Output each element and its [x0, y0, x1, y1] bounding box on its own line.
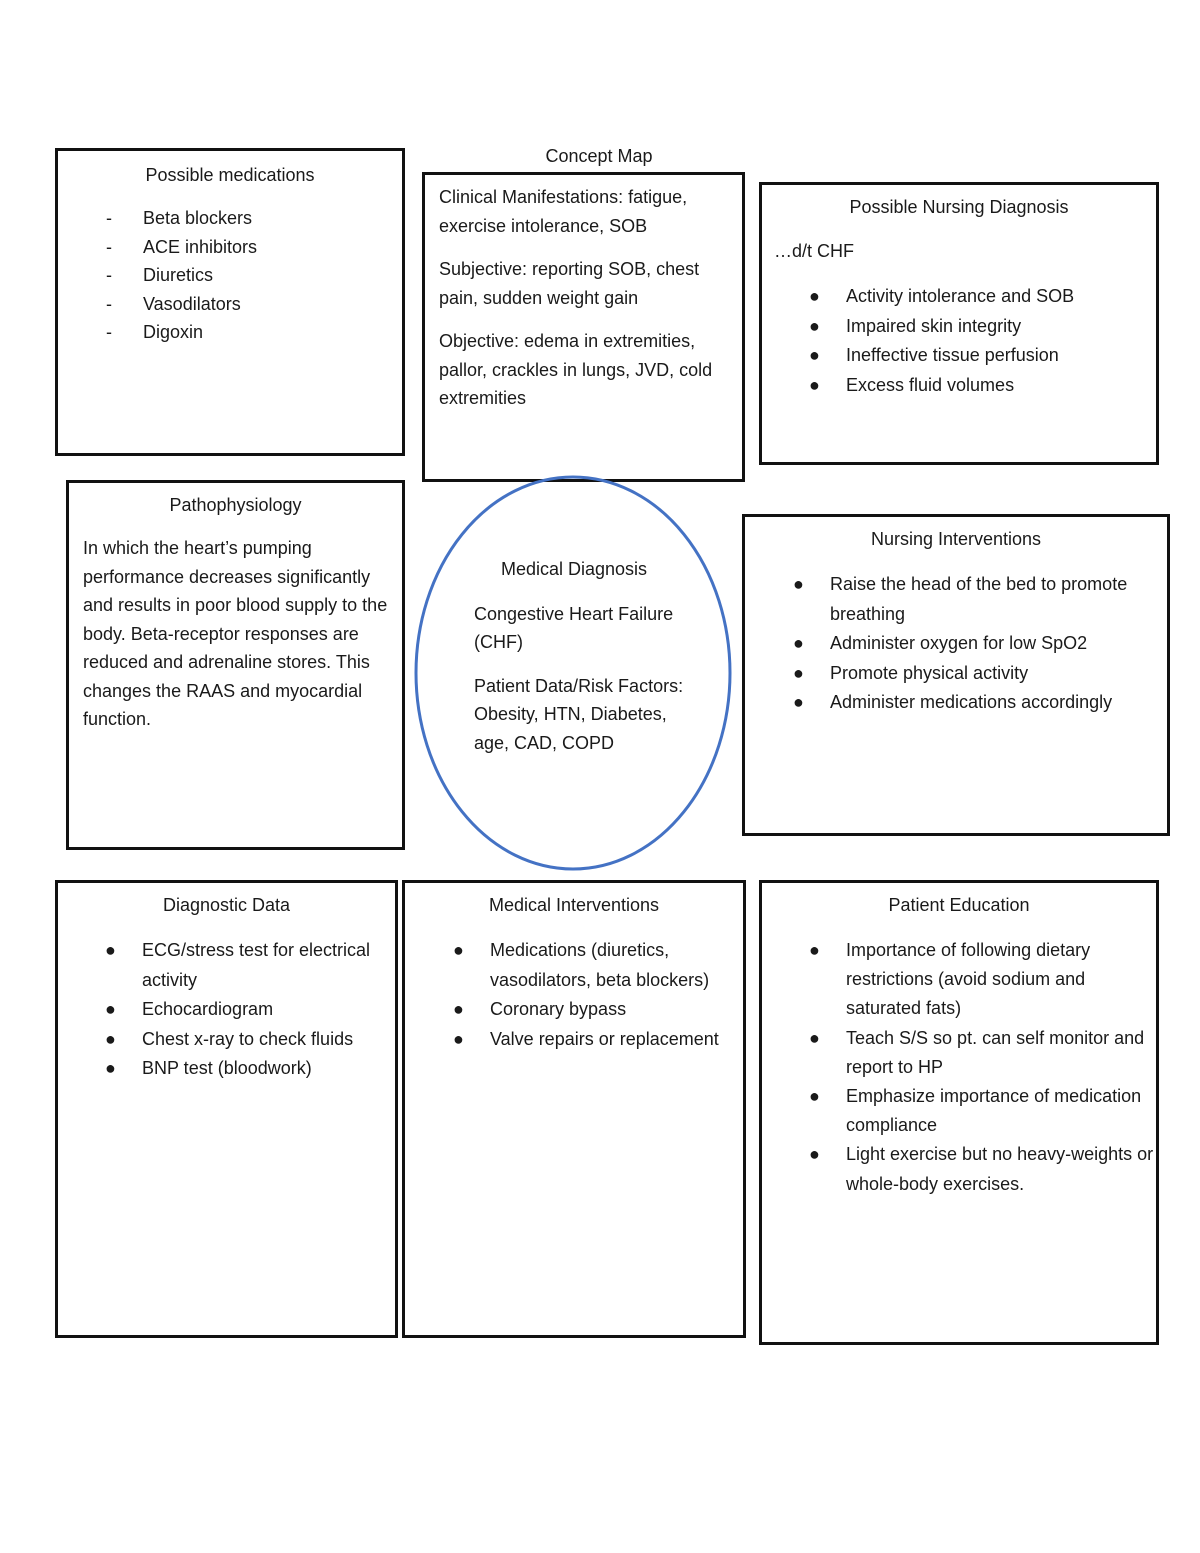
dash-bullet-icon: -	[106, 208, 112, 228]
nursing-diagnosis-box	[759, 182, 1159, 465]
medical-interventions-title: Medical Interventions	[488, 895, 660, 915]
list-item: - Vasodilators	[143, 290, 402, 319]
subjective-text: Subjective: reporting SOB, chest pain, sudden weight gain	[439, 259, 700, 308]
medical-diagnosis-ellipse	[412, 475, 737, 875]
bullet-icon: ●	[809, 940, 820, 960]
nursing-interventions-box	[742, 514, 1170, 836]
list-item: ● Excess fluid volumes	[846, 371, 1156, 401]
list-item: ● Importance of following dietary restrictions (avoid sodium and saturated fats)	[846, 936, 1156, 1024]
dash-bullet-icon: -	[106, 236, 112, 257]
list-item: ● Ineffective tissue perfusion	[846, 341, 1156, 371]
bullet-icon: ●	[105, 940, 116, 960]
list-item: ● Emphasize importance of medication compliance	[846, 1082, 1156, 1140]
list-item: ● Echocardiogram	[142, 995, 395, 1025]
bullet-icon: ●	[105, 999, 116, 1019]
bullet-icon: ●	[809, 374, 820, 395]
bullet-icon: ●	[105, 1028, 116, 1049]
bullet-icon: ●	[793, 574, 804, 594]
bullet-icon: ●	[105, 1058, 116, 1078]
list-item: - Diuretics	[143, 261, 402, 290]
bullet-icon: ●	[793, 692, 804, 712]
list-item: ● Administer medications accordingly	[830, 688, 1167, 718]
objective-text: Objective: edema in extremities, pallor, crackles in lungs, JVD, cold extremities	[439, 331, 713, 408]
diagnostic-data-list	[105, 936, 395, 1084]
medications-box	[55, 148, 405, 456]
bullet-icon: ●	[809, 1027, 820, 1048]
patient-education-list	[809, 936, 1156, 1199]
nursing-interventions-list	[793, 570, 1167, 718]
patient-education-title: Patient Education	[888, 895, 1030, 915]
list-item: ● Raise the head of the bed to promote breathing	[830, 570, 1167, 629]
list-item: ● Chest x-ray to check fluids	[142, 1025, 395, 1055]
medications-title: Possible medications	[145, 165, 315, 185]
bullet-icon: ●	[809, 1086, 820, 1107]
dash-bullet-icon: -	[106, 293, 112, 314]
list-item: ● Valve repairs or replacement	[490, 1025, 743, 1055]
risk-factors-text: Patient Data/Risk Factors: Obesity, HTN, Diabetes, age, CAD, COPD	[474, 675, 684, 753]
medical-interventions-box	[402, 880, 746, 1338]
clinical-manifestations-text: Clinical Manifestations: fatigue, exercise intolerance, SOB	[439, 187, 688, 236]
pathophysiology-title: Pathophysiology	[169, 495, 302, 515]
pathophysiology-text: In which the heart’s pumping performance decreases significantly and results in poor blood supply to the body. Beta-receptor responses are reduced and adrenaline stores. This changes the RAAS and myocardial function.	[83, 538, 388, 729]
list-item: ● Activity intolerance and SOB	[846, 282, 1156, 312]
bullet-icon: ●	[793, 633, 804, 653]
list-item: ● Impaired skin integrity	[846, 312, 1156, 342]
medical-diagnosis-text: Congestive Heart Failure (CHF)	[474, 603, 674, 652]
list-item: ● Light exercise but no heavy-weights or whole-body exercises.	[846, 1140, 1156, 1198]
bullet-icon: ●	[809, 1144, 820, 1165]
list-item: ● BNP test (bloodwork)	[142, 1054, 395, 1084]
diagnostic-data-title: Diagnostic Data	[162, 895, 291, 915]
page-title: Concept Map	[545, 146, 653, 166]
medical-diagnosis-title: Medical Diagnosis	[500, 559, 648, 579]
bullet-icon: ●	[809, 345, 820, 365]
list-item: ● ECG/stress test for electrical activity	[142, 936, 395, 995]
medical-interventions-list	[453, 936, 743, 1054]
list-item: ● Teach S/S so pt. can self monitor and report to HP	[846, 1024, 1156, 1082]
pathophysiology-box	[66, 480, 405, 850]
dash-bullet-icon: -	[106, 265, 112, 285]
list-item: ● Administer oxygen for low SpO2	[830, 629, 1167, 659]
bullet-icon: ●	[793, 662, 804, 683]
list-item: - Digoxin	[143, 318, 402, 347]
bullet-icon: ●	[453, 1028, 464, 1049]
bullet-icon: ●	[809, 286, 820, 306]
clinical-manifestations-box	[422, 172, 745, 482]
list-item: ● Promote physical activity	[830, 659, 1167, 689]
nursing-interventions-title: Nursing Interventions	[870, 529, 1042, 549]
list-item: - ACE inhibitors	[143, 233, 402, 262]
list-item: ● Coronary bypass	[490, 995, 743, 1025]
nursing-diagnosis-list	[809, 282, 1156, 400]
medications-list	[106, 204, 402, 347]
bullet-icon: ●	[453, 999, 464, 1019]
nursing-diagnosis-title: Possible Nursing Diagnosis	[849, 197, 1069, 217]
bullet-icon: ●	[809, 315, 820, 336]
patient-education-box	[759, 880, 1159, 1345]
nursing-diagnosis-dt: …d/t CHF	[774, 241, 855, 261]
bullet-icon: ●	[453, 940, 464, 960]
dash-bullet-icon: -	[106, 322, 112, 342]
list-item: - Beta blockers	[143, 204, 402, 233]
list-item: ● Medications (diuretics, vasodilators, beta blockers)	[490, 936, 743, 995]
diagnostic-data-box	[55, 880, 398, 1338]
